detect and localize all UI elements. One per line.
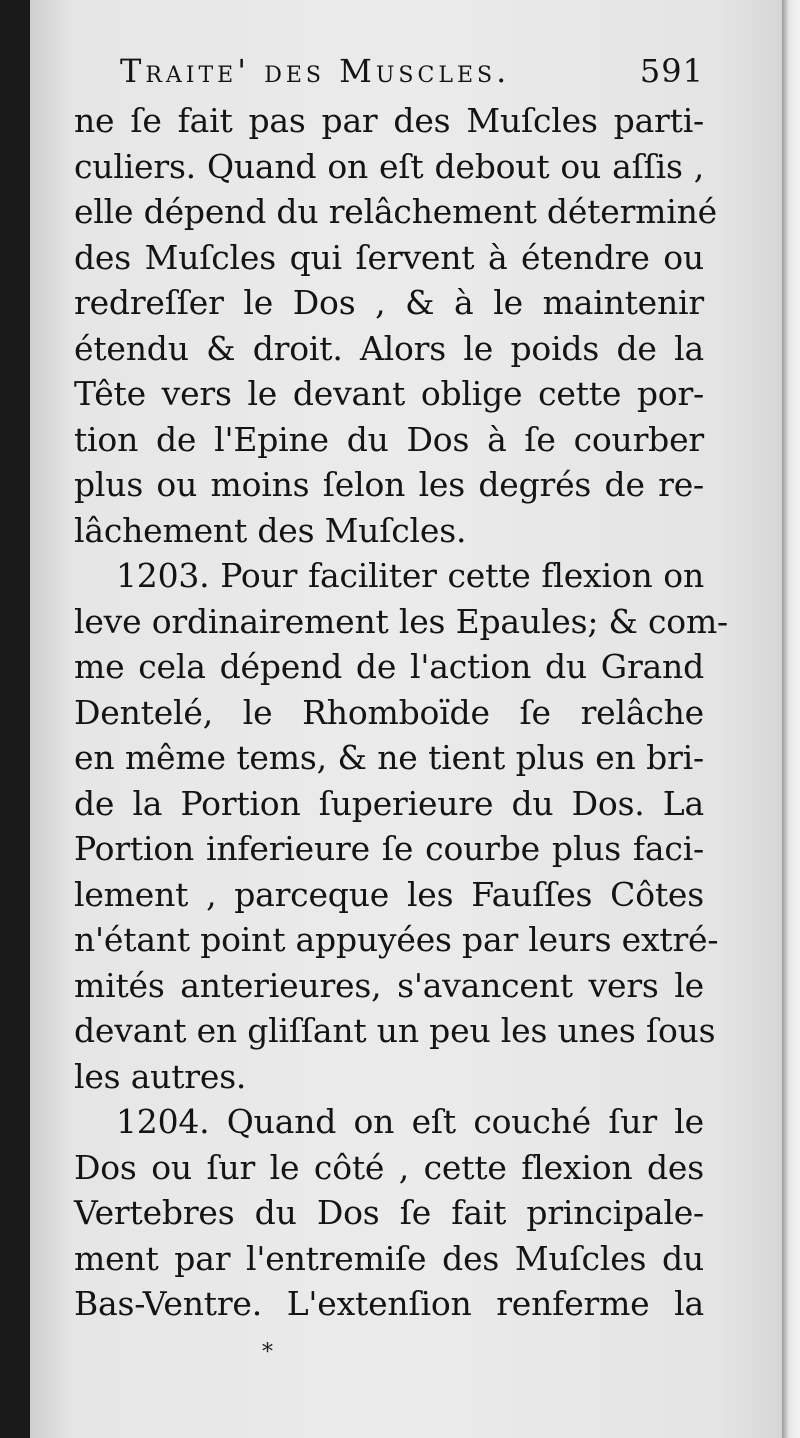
text-line: devant en gliſſant un peu les unes ſous [74,1011,716,1050]
text-line: Bas-Ventre. L'extenſion renferme la [74,1284,704,1323]
text-line: des Muſcles qui ſervent à étendre ou [74,237,704,277]
book-page [30,0,782,1438]
text-line: plus ou moins ſelon les degrés de re- [74,465,704,504]
text-line: ne ſe fait pas par des Muſcles parti- [74,101,704,140]
paragraph-1203-start: 1203. Pour faciliter cette flexion on [116,556,704,595]
text-line: de la Portion ſuperieure du Dos. La [74,783,704,823]
text-line: Tête vers le devant oblige cette por- [74,374,704,413]
text-line: ment par l'entremiſe des Muſcles du [74,1238,704,1278]
running-title: Traite' des Muscles. [120,52,511,90]
text-line: culiers. Quand on eſt debout ou aſſis , [74,146,704,186]
text-line: Dentelé, le Rhomboïde ſe relâche [74,692,704,732]
text-line: les autres. [74,1056,247,1096]
text-line: n'étant point appuyées par leurs extré- [74,920,719,959]
text-line: en même tems, & ne tient plus en bri- [74,738,704,777]
text-line: Portion inferieure ſe courbe plus faci- [74,829,704,868]
text-line: mités anterieures, s'avancent vers le [74,965,704,1005]
text-line: me cela dépend de l'action du Grand [74,647,704,686]
page-number: 591 [639,52,704,90]
signature-mark: * [262,1340,273,1365]
page-text-block [74,52,729,1327]
text-line: lâchement des Muſcles. [74,510,467,550]
text-line: Vertebres du Dos ſe fait principale- [74,1193,704,1232]
text-line: lement , parceque les Fauſſes Côtes [74,874,704,914]
text-line: étendu & droit. Alors le poids de la [74,328,704,368]
text-line: Dos ou ſur le côté , cette flexion des [74,1147,704,1187]
text-line: tion de l'Epine du Dos à ſe courber [74,419,704,459]
text-line: elle dépend du relâchement déterminé [74,192,717,231]
running-header [120,52,704,98]
text-line: redreſſer le Dos , & à le maintenir [74,283,704,322]
text-line: leve ordinairement les Epaules; & com- [74,601,729,641]
paragraph-1204-start: 1204. Quand on eſt couché ſur le [116,1102,704,1141]
